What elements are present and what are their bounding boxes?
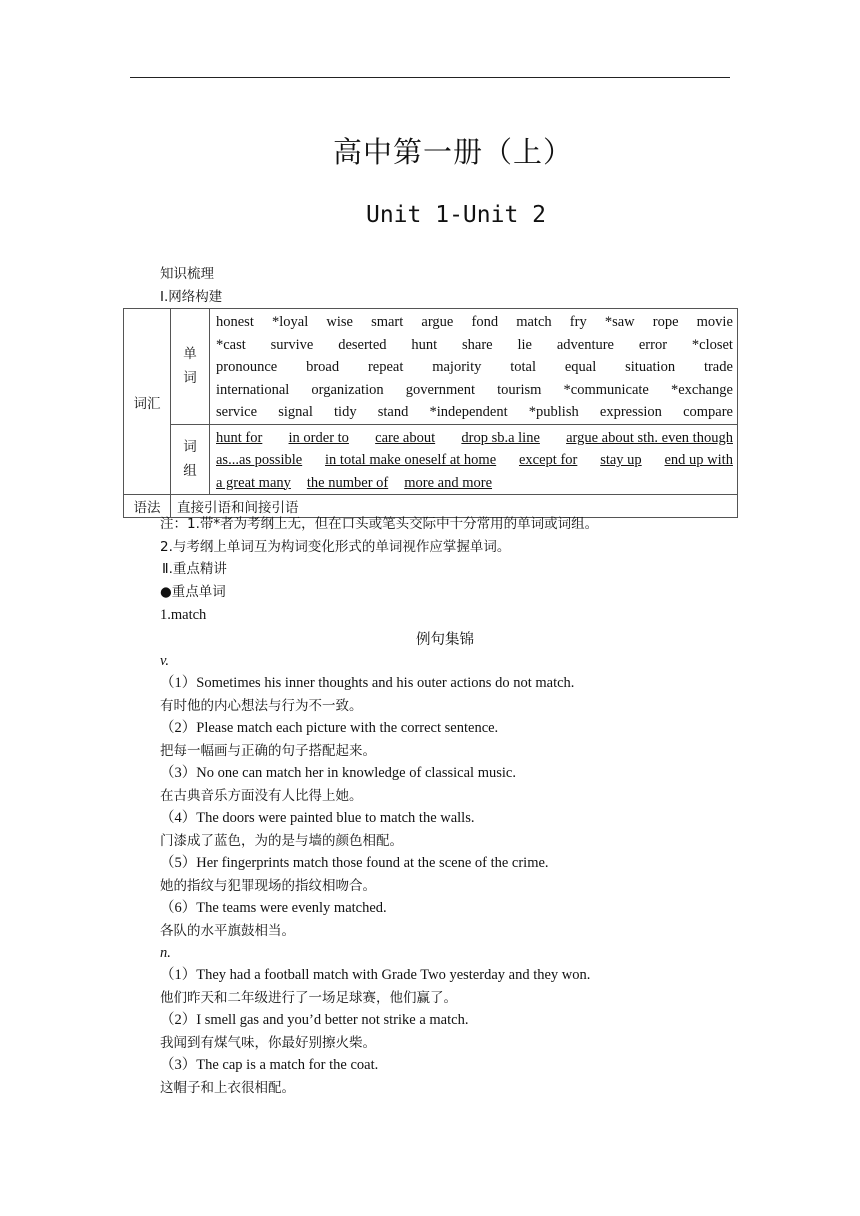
note-2: 2.与考纲上单词互为构词变化形式的单词视作应掌握单词。 [160, 539, 511, 555]
vocab-phrase: stay up [600, 452, 642, 468]
vocab-word: pronounce [216, 359, 278, 375]
vocab-phrase: hunt for [216, 429, 263, 446]
vocab-word: tourism [497, 381, 542, 398]
vocab-word: expression [599, 404, 662, 420]
vocab-word: movie [696, 314, 733, 330]
example-chinese: 把每一幅画与正确的句子搭配起来。 [160, 742, 376, 759]
example-english: （3）The cap is a match for the coat. [160, 1057, 379, 1073]
phrase-row [210, 472, 737, 495]
vocab-phrase: except for [518, 452, 578, 468]
example-english: （2）Please match each picture with the correct sentence. [160, 720, 499, 736]
example-chinese: 在古典音乐方面没有人比得上她。 [160, 787, 363, 804]
phrases-label: 词 组 [171, 424, 210, 495]
vocab-word: *publish [528, 404, 579, 420]
vocab-word: service [216, 404, 258, 420]
example-chinese: 门漆成了蓝色，为的是与墙的颜色相配。 [160, 832, 403, 849]
examples-heading: 例句集锦 [416, 632, 474, 648]
vocab-word: *saw [604, 314, 635, 330]
vocab-label: 词汇 [124, 309, 171, 495]
vocab-phrase: drop sb.a line [461, 429, 540, 446]
phrase-row [210, 449, 737, 472]
part2-heading: Ⅱ.重点精讲 [162, 561, 227, 577]
vocab-word: rope [652, 314, 679, 330]
vocab-word: stand [377, 404, 409, 420]
word-row [210, 311, 737, 334]
vocab-word: *communicate [563, 381, 649, 398]
vocab-word: total [510, 359, 536, 375]
vocab-word: signal [278, 404, 313, 420]
example-chinese: 有时他的内心想法与行为不一致。 [160, 697, 363, 714]
vocab-word: majority [432, 359, 482, 375]
pos-noun: n. [160, 945, 171, 961]
vocab-word: fry [569, 314, 587, 330]
key-words-heading: ●重点单词 [160, 584, 226, 600]
vocab-phrase: in order to [288, 429, 349, 446]
vocab-word: hunt [411, 336, 438, 353]
vocab-word: organization [311, 381, 384, 398]
vocab-word: argue [421, 314, 454, 330]
grammar-label: 语法 [124, 495, 171, 518]
vocab-word: fond [471, 314, 499, 330]
grammar-text: 直接引语和间接引语 [171, 495, 738, 518]
vocab-word: lie [517, 336, 532, 353]
vocab-phrase: in total make oneself at home [325, 452, 497, 468]
vocab-word: government [405, 381, 475, 398]
word-entry: 1.match [160, 607, 207, 623]
page-title: 高中第一册（上） [332, 135, 573, 169]
vocab-word: match [516, 314, 552, 330]
vocab-word: international [216, 381, 290, 398]
example-english: （6）The teams were evenly matched. [160, 900, 387, 916]
word-row [210, 334, 737, 357]
example-chinese: 他们昨天和二年级进行了一场足球赛，他们赢了。 [160, 989, 457, 1006]
phrase-row [210, 427, 737, 450]
example-chinese: 这帽子和上衣很相配。 [160, 1079, 295, 1096]
vocab-phrase: care about [375, 429, 436, 446]
vocab-phrase: end up with [664, 452, 733, 468]
vocab-word: *closet [691, 336, 733, 353]
example-english: （2）I smell gas and you’d better not strike a match. [160, 1012, 469, 1028]
vocab-word: survive [270, 336, 314, 353]
words-label: 单 词 [171, 309, 210, 425]
vocab-word: smart [371, 314, 404, 330]
word-row [210, 356, 737, 379]
part1-heading: Ⅰ.网络构建 [160, 289, 223, 305]
example-chinese: 我闻到有煤气味，你最好别擦火柴。 [160, 1034, 376, 1051]
vocab-word: *independent [429, 404, 508, 420]
section-label: 知识梳理 [160, 266, 214, 282]
vocab-phrase: more and more [404, 474, 493, 491]
vocabulary-table [123, 308, 738, 518]
phrases-cell [210, 424, 738, 495]
example-chinese: 她的指纹与犯罪现场的指纹相吻合。 [160, 877, 376, 894]
vocab-word: broad [306, 359, 340, 375]
example-chinese: 各队的水平旗鼓相当。 [160, 922, 295, 939]
page-subtitle: Unit 1-Unit 2 [365, 202, 546, 228]
vocab-word: wise [326, 314, 353, 330]
word-row [210, 379, 737, 402]
vocab-word: trade [703, 359, 733, 375]
note-1: 注：1.带*者为考纲上无，但在口头或笔头交际中十分常用的单词或词组。 [160, 516, 599, 532]
example-english: （3）No one can match her in knowledge of classical music. [160, 765, 516, 781]
example-english: （5）Her fingerprints match those found at the scene of the crime. [160, 855, 549, 871]
vocab-phrase: the number of [306, 474, 389, 491]
example-english: （4）The doors were painted blue to match the walls. [160, 810, 475, 826]
vocab-word: compare [683, 404, 733, 420]
vocab-word: situation [625, 359, 676, 375]
vocab-word: equal [564, 359, 597, 375]
example-english: （1）Sometimes his inner thoughts and his outer actions do not match. [160, 675, 575, 691]
example-english: （1）They had a football match with Grade Two yesterday and they won. [160, 967, 591, 983]
vocab-word: honest [216, 314, 254, 330]
word-row [210, 401, 737, 424]
vocab-word: error [638, 336, 668, 353]
vocab-word: share [462, 336, 493, 353]
vocab-phrase: as...as possible [216, 452, 303, 468]
vocab-phrase: argue about sth. even though [566, 429, 733, 446]
vocab-word: *loyal [271, 314, 309, 330]
vocab-word: adventure [556, 336, 614, 353]
pos-verb: v. [160, 653, 169, 669]
vocab-word: *cast [216, 336, 246, 353]
vocab-word: tidy [334, 404, 357, 420]
vocab-phrase: a great many [216, 474, 291, 491]
vocab-word: deserted [338, 336, 387, 353]
words-cell [210, 309, 738, 425]
vocab-word: *exchange [670, 381, 733, 398]
header-rule [130, 77, 730, 78]
vocab-word: repeat [367, 359, 404, 375]
